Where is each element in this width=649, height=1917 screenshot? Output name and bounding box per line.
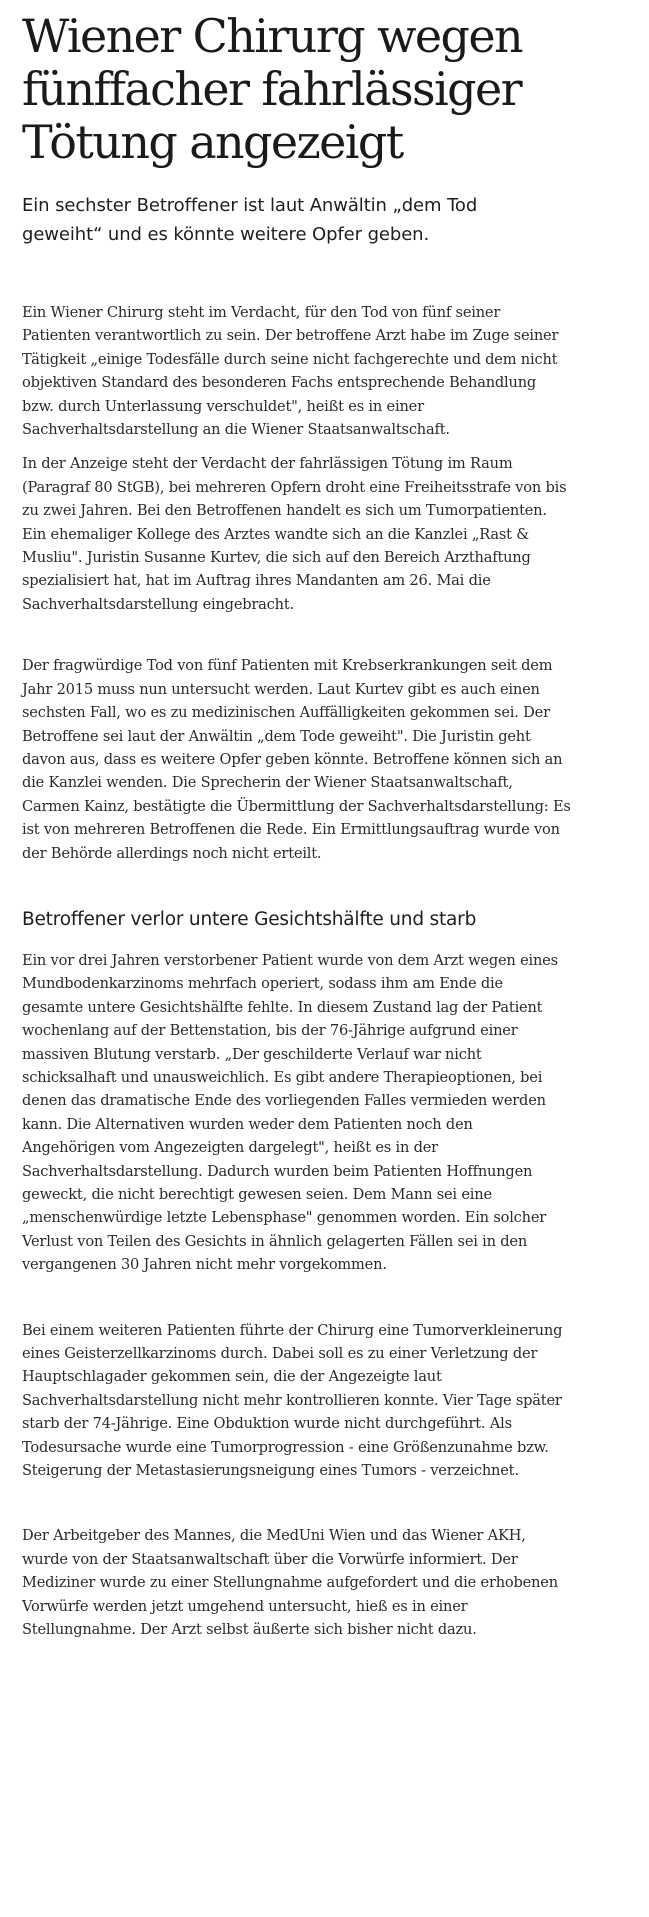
section-subheading: Betroffener verlor untere Gesichtshälfte und starb — [22, 908, 477, 930]
article — [22, 0, 634, 1642]
paragraph-4: Ein vor drei Jahren verstorbener Patient wurde von dem Arzt wegen eines Mundbodenkarzinoms mehrfach operiert, sodass ihm am Ende die gesamte untere Gesichtshälfte fehlte. In diesem Zustand lag der Patient wochenlang auf der Bettenstation, bis der 76-Jährige aufgrund einer massiven Blutung verstarb. „Der geschilderte Verlauf war nicht schicksalhaft und unausweichlich. Es gibt andere Therapieoptionen, bei denen das dramatische Ende des vorliegenden Falles vermieden werden kann. Die Alternativen wurden weder dem Patienten noch den Angehörigen vom Angezeigten dargelegt", heißt es in der Sachverhaltsdarstellung. Dadurch wurden beim Patienten Hoffnungen geweckt, die nicht berechtigt gewesen seien. Dem Mann sei eine „menschenwürdige letzte Lebensphase" genommen worden. Ein solcher Verlust von Teilen des Gesichts in ähnlich gelagerten Fällen sei in den vergangenen 30 Jahren nicht mehr vorgekommen. — [22, 951, 558, 1274]
paragraph-3: Der fragwürdige Tod von fünf Patienten mit Krebserkrankungen seit dem Jahr 2015 muss nun untersucht werden. Laut Kurtev gibt es auch einen sechsten Fall, wo es zu medizinischen Auffälligkeiten gekommen sei. Der Betroffene sei laut der Anwältin „dem Tode geweiht". Die Juristin geht davon aus, dass es weitere Opfer geben könnte. Betroffene können sich an die Kanzlei wenden. Die Sprecherin der Wiener Staatsanwaltschaft, Carmen Kainz, bestätigte die Übermittlung der Sachverhaltsdarstellung: Es ist von mehreren Betroffenen die Rede. Ein Ermittlungsauftrag wurde von der Behörde allerdings noch nicht erteilt. — [22, 657, 571, 862]
paragraph-2: In der Anzeige steht der Verdacht der fahrlässigen Tötung im Raum (Paragraf 80 StGB), bei mehreren Opfern droht eine Freiheitsstrafe von bis zu zwei Jahren. Bei den Betroffenen handelt es sich um Tumorpatienten. Ein ehemaliger Kollege des Arztes wandte sich an die Kanzlei „Rast & Musliu". Juristin Susanne Kurtev, die sich auf den Bereich Arzthaftung spezialisiert hat, hat im Auftrag ihres Mandanten am 26. Mai die Sachverhaltsdarstellung eingebracht. — [22, 455, 567, 613]
paragraph-6: Der Arbeitgeber des Mannes, die MedUni Wien und das Wiener AKH, wurde von der Staatsanwaltschaft über die Vorwürfe informiert. Der Mediziner wurde zu einer Stellungnahme aufgefordert und die erhobenen Vorwürfe werden jetzt umgehend untersucht, hieß es in einer Stellungnahme. Der Arzt selbst äußerte sich bisher nicht dazu. — [22, 1527, 558, 1639]
article-headline: Wiener Chirurg wegen fünffacher fahrlässiger Tötung angezeigt — [22, 9, 522, 169]
article-lead: Ein sechster Betroffener ist laut Anwältin „dem Tod geweiht“ und es könnte weitere Opfer geben. — [22, 195, 478, 245]
paragraph-1: Ein Wiener Chirurg steht im Verdacht, für den Tod von fünf seiner Patienten verantwortlich zu sein. Der betroffene Arzt habe im Zuge seiner Tätigkeit „einige Todesfälle durch seine nicht fachgerechte und dem nicht objektiven Standard des besonderen Fachs entsprechende Behandlung bzw. durch Unterlassung verschuldet", heißt es in einer Sachverhaltsdarstellung an die Wiener Staatsanwaltschaft. — [22, 304, 559, 439]
paragraph-5: Bei einem weiteren Patienten führte der Chirurg eine Tumorverkleinerung eines Geisterzellkarzinoms durch. Dabei soll es zu einer Verletzung der Hauptschlagader gekommen sein, die der Angezeigte laut Sachverhaltsdarstellung nicht mehr kontrollieren konnte. Vier Tage später starb der 74-Jährige. Eine Obduktion wurde nicht durchgeführt. Als Todesursache wurde eine Tumorprogression - eine Größenzunahme bzw. Steigerung der Metastasierungsneigung eines Tumors - verzeichnet. — [22, 1321, 563, 1480]
